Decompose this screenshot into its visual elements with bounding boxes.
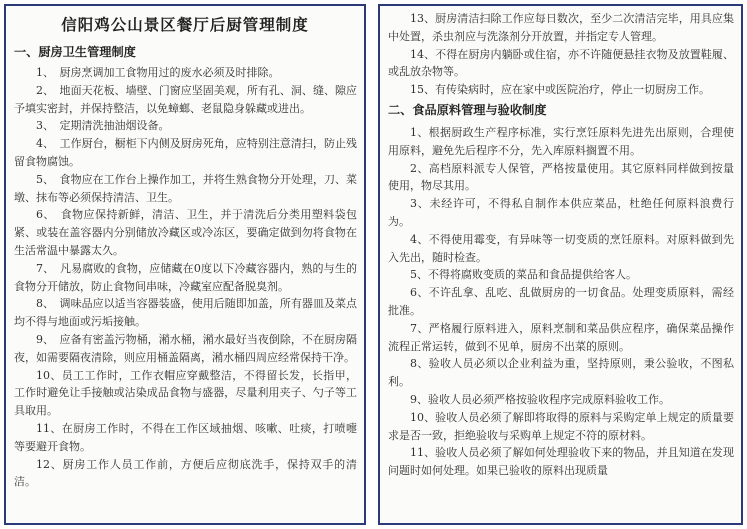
right-document-page <box>378 4 743 525</box>
clause-item: 6、 食物应保持新鲜，清洁、卫生，并于清洗后分类用塑料袋包紧、或装在盖容器内分别储放冷藏区或冷冻区，要确定做到勿将食物在生活常温中暴露太久。 <box>14 208 357 257</box>
clause-item: 2、 地面天花板、墙壁、门窗应坚固美观，所有孔、洞、缝、隙应予填实密封，并保持整洁，以免蟑螂、老鼠隐身躲藏或进出。 <box>14 83 357 115</box>
kitchen-hygiene-clauses <box>6 64 364 491</box>
clause-item: 4、不得使用霉变，有异味等一切变质的烹饪原料。对原料做到先入先出，随时检查。 <box>388 232 734 264</box>
clause-item: 3、 定期清洗抽油烟设备。 <box>36 119 170 133</box>
clause-item: 11、验收人员必须了解如何处理验收下来的物品，并且知道在发现问题时如何处理。如果已验收的原料出现质量 <box>388 446 734 478</box>
clause-item: 5、不得将腐败变质的菜品和食品提供给客人。 <box>410 268 637 282</box>
clause-item: 7、严格履行原料进入，原料烹制和菜品供应程序，确保菜品操作流程正常运转，做到不见单，厨房不出菜的原则。 <box>388 321 734 353</box>
clause-item: 11、在厨房工作时，不得在工作区域抽烟、咳嗽、吐痰，打喷嚏等要避开食物。 <box>14 421 357 453</box>
clause-item: 14、不得在厨房内躺卧或住宿，亦不许随便悬挂衣物及放置鞋履、或乱放杂物等。 <box>388 47 734 79</box>
document-title: 信阳鸡公山景区餐厅后厨管理制度 <box>61 15 309 34</box>
clause-item: 4、 工作厨台，橱柜下内侧及厨房死角，应特别注意清扫，防止残留食物腐蚀。 <box>14 137 357 168</box>
clause-item: 8、 调味品应以适当容器装盛，使用后随即加盖，所有器皿及菜点均不得与地面或污垢接触。 <box>14 297 357 329</box>
clause-item: 9、 应备有密盖污物桶，潲水桶，潲水最好当夜倒除，不在厨房隔夜，如需要隔夜清除，则应用桶盖隔离，潲水桶四周应经常保持干净。 <box>14 332 357 364</box>
clause-item: 9、验收人员必须严格按验收程序完成原料验收工作。 <box>410 392 670 406</box>
kitchen-hygiene-clauses-continued <box>380 6 741 99</box>
clause-item: 7、 凡易腐败的食物，应储藏在0度以下冷藏容器内，熟的与生的食物分开储放，防止食物间串味，冷藏室应配备脱臭剂。 <box>14 261 357 293</box>
ingredient-management-clauses <box>380 120 741 480</box>
clause-item: 6、不许乱拿、乱吃、乱做厨房的一切食品。处理变质原料，需经批准。 <box>388 286 734 317</box>
clause-item: 8、验收人员必须以企业利益为重，坚持原则，秉公验收，不图私利。 <box>388 357 734 389</box>
clause-item: 3、未经许可，不得私自制作本供应菜品，杜绝任何原料浪费行为。 <box>388 197 734 228</box>
clause-item: 10、验收人员必须了解即将取得的原料与采购定单上规定的质量要求是否一致，拒绝验收与采购单上规定不符的原材料。 <box>388 410 734 442</box>
clause-item: 13、厨房清洁扫除工作应每日数次，至少二次清洁完毕，用具应集中处置，杀虫剂应与洗涤剂分开放置，并指定专人管理。 <box>388 12 734 43</box>
clause-item: 15、有传染病时，应在家中或医院治疗，停止一切厨房工作。 <box>410 83 710 97</box>
clause-item: 10、员工工作时，工作衣帽应穿戴整洁，不得留长发，长指甲，工作时避免让手接触或沾染成品食物与盛器，尽量利用夹子、勺子等工具取用。 <box>14 368 357 418</box>
left-document-page <box>4 4 366 525</box>
section-heading-kitchen-hygiene: 一、厨房卫生管理制度 <box>14 45 136 59</box>
clause-item: 2、高档原料派专人保管，严格按量使用。其它原料同样做到按量使用，物尽其用。 <box>388 161 734 193</box>
clause-item: 5、 食物应在工作台上操作加工，并将生熟食物分开处理，刀、菜墩、抹布等必须保持清洁、卫生。 <box>14 172 357 204</box>
clause-item: 1、根据厨政生产程序标准，实行烹饪原料先进先出原则，合理使用原料，避免先后程序不分，先入库原料搁置不用。 <box>388 125 734 157</box>
section-heading-ingredient-management: 二、食品原料管理与验收制度 <box>388 102 547 117</box>
clause-item: 1、 厨房烹调加工食物用过的废水必须及时排除。 <box>36 66 280 79</box>
clause-item: 12、厨房工作人员工作前，方便后应彻底洗手，保持双手的清洁。 <box>14 457 357 489</box>
